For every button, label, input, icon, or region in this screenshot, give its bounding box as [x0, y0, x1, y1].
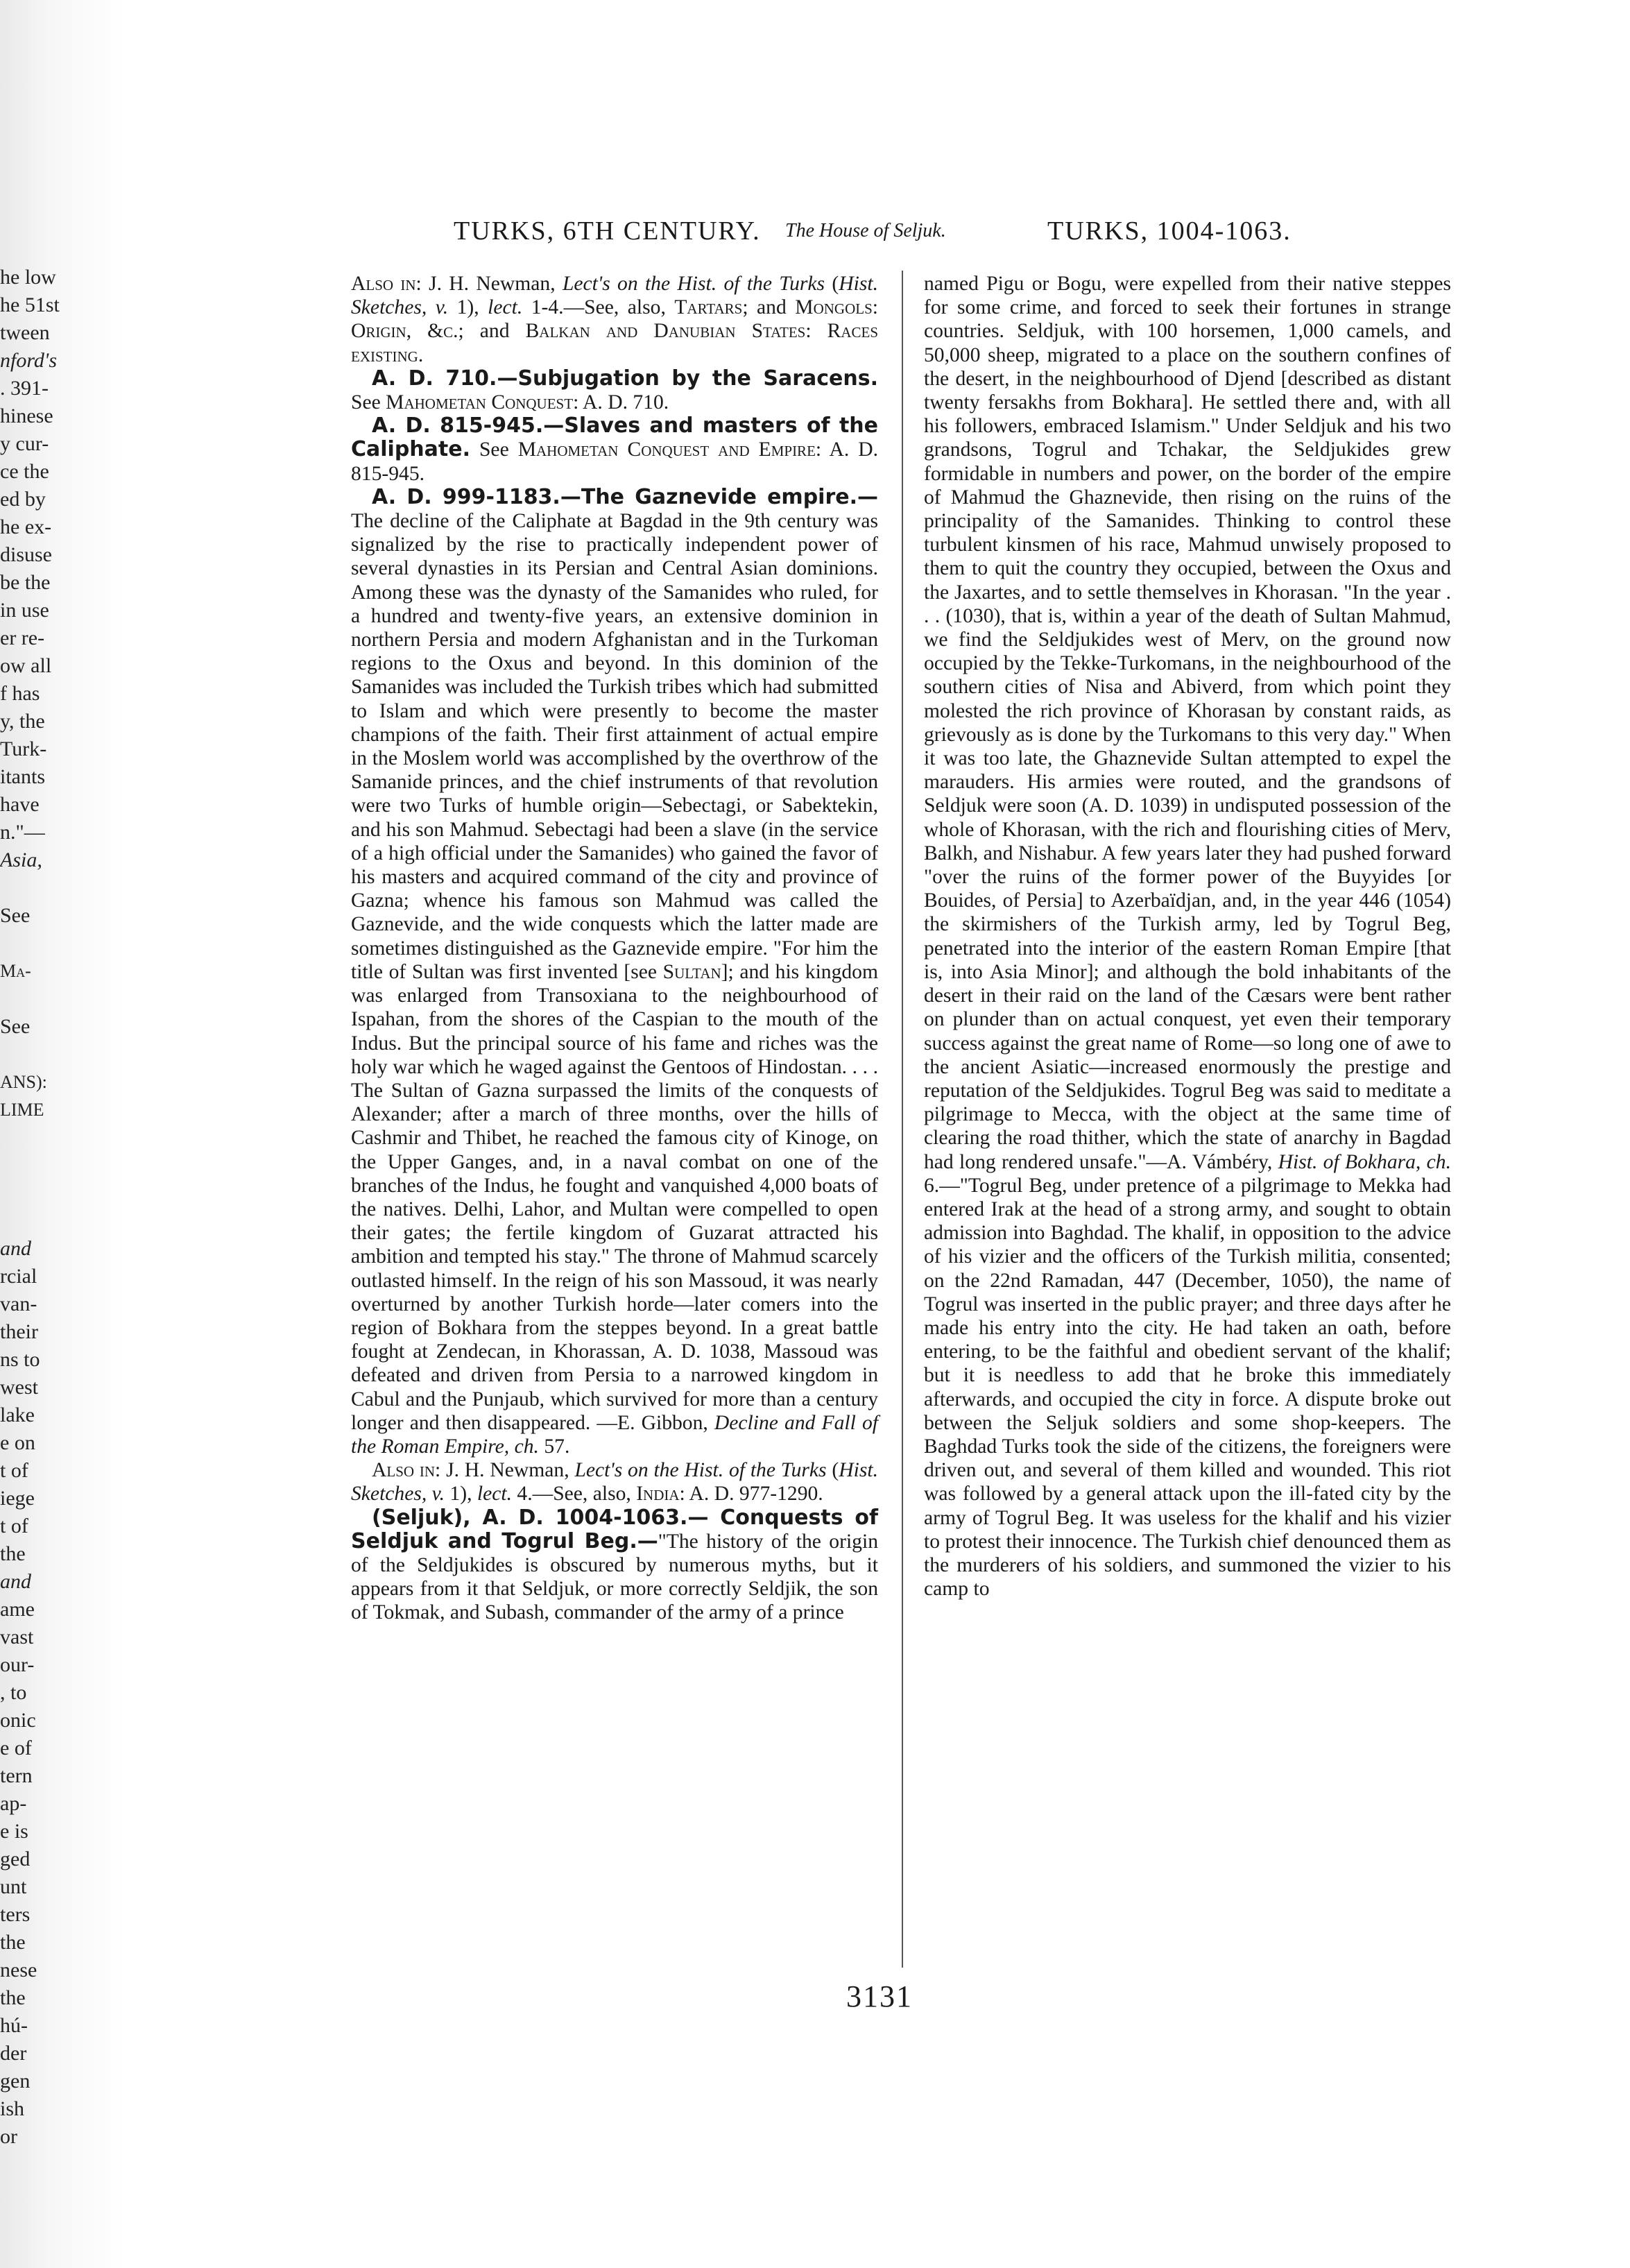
bleed-line: van-	[0, 1293, 37, 1315]
bleed-line: ame	[0, 1598, 35, 1621]
bleed-line: disuse	[0, 543, 52, 566]
bleed-line: and	[0, 1237, 31, 1260]
bleed-line: See	[0, 1015, 31, 1038]
bleed-line: f has	[0, 682, 40, 705]
bleed-line: e on	[0, 1431, 35, 1454]
entry-heading: A. D. 815-945.—Slaves and masters of the Caliphate.	[351, 413, 878, 462]
bleed-line: hú-	[0, 2014, 28, 2037]
bleed-line	[0, 930, 82, 957]
bleed-line: have	[0, 793, 40, 816]
bleed-line: he ex-	[0, 515, 52, 538]
bleed-line: tween	[0, 321, 50, 344]
bleed-line: . 391-	[0, 377, 49, 400]
bleed-line	[0, 985, 82, 1013]
bleed-line: t of	[0, 1459, 28, 1482]
bleed-line: e of	[0, 1737, 32, 1759]
bleed-line: the	[0, 1986, 26, 2009]
bleed-line: y cur-	[0, 432, 49, 455]
entry-heading: A. D. 710.—Subjugation by the Saracens.	[372, 366, 878, 391]
bleed-line: our-	[0, 1653, 35, 1676]
bleed-line: rcial	[0, 1265, 37, 1288]
bleed-line: or	[0, 2125, 17, 2148]
bleed-line: der	[0, 2042, 27, 2065]
entry-heading: (Seljuk), A. D. 1004-1063.— Conquests of Seldjuk and Togrul Beg.—	[351, 1505, 878, 1553]
column-divider	[902, 271, 903, 1968]
bleed-line: t of	[0, 1515, 28, 1537]
bleed-line: ters	[0, 1903, 31, 1926]
bleed-line: Ma-	[0, 961, 31, 981]
bleed-line: ow all	[0, 654, 52, 677]
bleed-line: west	[0, 1376, 38, 1399]
header-left: TURKS, 6TH CENTURY.	[454, 216, 761, 246]
bleed-line: vast	[0, 1626, 34, 1648]
entry-815-945: A. D. 815-945.—Slaves and masters of the Caliphate. See Mahometan Conquest and Empire: A. D. 815-945.	[351, 413, 878, 485]
bleed-line: Asia,	[0, 849, 42, 871]
bleed-line: tern	[0, 1764, 33, 1787]
entry-999-1183: A. D. 999-1183.—The Gaznevide empire.—The decline of the Caliphate at Bagdad in the 9th century was signalized by the rise to practically independent power of several dynasties in its Persian and Central Asian dominions. Among these was the dynasty of the Samanides who ruled, for a hundred and twenty-five years, an extensive dominion in northern Persia and modern Afghanistan and in the Turkoman regions to the Oxus and beyond. In this dominion of the Samanides was included the Turkish tribes which had submitted to Islam and which were presently to become the master champions of the faith. Their first attainment of actual empire in the Moslem world was accomplished by the overthrow of the Samanide princes, and the chief instruments of that revolution were two Turks of humble origin—Sebectagi, or Sabektekin, and his son Mahmud. Sebectagi had been a slave (in the service of a high official under the Samanides) who gained the favor of his masters and acquired command of the city and province of Gazna; whence his famous son Mahmud was called the Gaznevide, and the wide conquests which the latter made are sometimes distinguished as the Gaznevide empire. "For him the title of Sultan was first invented [see Sultan]; and his kingdom was enlarged from Transoxiana to the neighbourhood of Ispahan, from the shores of the Caspian to the mouth of the Indus. But the principal source of his fame and riches was the holy war which he waged against the Gentoos of Hindostan. . . . The Sultan of Gazna surpassed the limits of the conquests of Alexander; after a march of three months, over the hills of Cashmir and Thibet, he reached the famous city of Kinoge, on the Upper Ganges, and, in a naval combat on one of the branches of the Indus, he fought and vanquished 4,000 boats of the natives. Delhi, Lahor, and Multan were compelled to open their gates; the fertile kingdom of Guzarat attracted his ambition and tempted his stay." The throne of Mahmud scarcely outlasted himself. In the reign of his son Massoud, it was nearly overturned by another Turkish horde—later comers into the region of Bokhara from the steppes beyond. In a great battle fought at Zendecan, in Khorassan, A. D. 1038, Massoud was defeated and driven from Persia to a narrowed kingdom in Cabul and the Punjaub, which survived for more than a century longer and then disappeared. —E. Gibbon, Decline and Fall of the Roman Empire, ch. 57.	[351, 484, 878, 1458]
bleed-line	[0, 1207, 82, 1235]
bleed-line: unt	[0, 1875, 27, 1898]
bleed-line: in use	[0, 599, 49, 622]
bleed-line: lake	[0, 1404, 35, 1426]
bleed-line: ish	[0, 2097, 25, 2120]
bleed-line	[0, 1179, 82, 1207]
bleed-line	[0, 1152, 82, 1179]
bleed-line: onic	[0, 1709, 36, 1732]
bleed-line	[0, 1041, 82, 1068]
bleed-line: LIME	[0, 1100, 44, 1120]
left-column	[351, 272, 878, 1961]
paragraph-also-in-2: Also in: J. H. Newman, Lect's on the Hist. of the Turks (Hist. Sketches, v. 1), lect. 4.—See, also, India: A. D. 977-1290.	[351, 1459, 878, 1506]
bleed-line: itants	[0, 765, 45, 788]
bleed-line: y, the	[0, 710, 45, 733]
bleed-line: ed by	[0, 488, 46, 511]
bleed-line: the	[0, 1542, 26, 1565]
also-in-label: Also in:	[351, 273, 422, 295]
bleed-line: iege	[0, 1487, 35, 1510]
bleed-line: nese	[0, 1959, 37, 1981]
bleed-line: he 51st	[0, 293, 60, 316]
bleed-line: n."—	[0, 821, 45, 844]
bleed-line: ap-	[0, 1792, 27, 1815]
bleed-line: gen	[0, 2070, 31, 2092]
header-center: The House of Seljuk.	[785, 220, 946, 241]
bleed-line: hinese	[0, 404, 53, 427]
bleed-line: , to	[0, 1681, 27, 1704]
bleed-line: er re-	[0, 626, 45, 649]
bleed-line: their	[0, 1320, 38, 1343]
bleed-line: the	[0, 1931, 26, 1954]
bleed-line: ged	[0, 1848, 31, 1870]
paragraph-also-in-1: Also in: J. H. Newman, Lect's on the Hist. of the Turks (Hist. Sketches, v. 1), lect. 1-4.—See, also, Tartars; and Mongols: Origin, &c.; and Balkan and Danubian States: Races existing.	[351, 273, 879, 366]
bleed-line: ns to	[0, 1348, 40, 1371]
bleed-line: and	[0, 1570, 31, 1593]
bleed-line: ANS):	[0, 1072, 47, 1092]
bleed-line: ce the	[0, 460, 49, 483]
bleed-line: he low	[0, 266, 56, 289]
entry-heading: A. D. 999-1183.—The Gaznevide empire.—	[372, 484, 878, 509]
entry-1004-1063: (Seljuk), A. D. 1004-1063.— Conquests of Seldjuk and Togrul Beg.—"The history of the origin of the Seldjukides is obscured by numerous myths, but it appears from it that Seldjuk, or more correctly Seldjik, the son of Tokmak, and Subash, commander of the army of a prince	[351, 1505, 878, 1624]
page-number: 3131	[846, 1979, 913, 2013]
bleed-line: See	[0, 904, 31, 927]
header-right: TURKS, 1004-1063.	[1047, 216, 1292, 246]
bleed-line: e is	[0, 1820, 28, 1843]
entry-710: A. D. 710.—Subjugation by the Saracens. See Mahometan Conquest: A. D. 710.	[351, 366, 878, 414]
also-in-label: Also in:	[372, 1459, 441, 1482]
bleed-line: be the	[0, 571, 51, 594]
running-header	[451, 210, 1436, 252]
bleed-line	[0, 874, 82, 902]
adjacent-page-fragment	[0, 264, 82, 2148]
bleed-line: nford's	[0, 349, 57, 372]
bleed-line	[0, 1124, 82, 1152]
right-column	[924, 272, 1451, 1961]
continued-paragraph: named Pigu or Bogu, were expelled from their native steppes for some crime, and forced to seek their fortunes in strange countries. Seldjuk, with 100 horsemen, 1,000 camels, and 50,000 sheep, migrated to a place on the southern confines of the desert, in the neighbourhood of Djend [described as distant twenty fersakhs from Bokhara]. He settled there and, with all his followers, embraced Islamism." Under Seldjuk and his two grandsons, Togrul and Tchakar, the Seldjukides grew formidable in numbers and power, on the border of the empire of Mahmud the Ghaznevide, then rising on the ruins of the principality of the Samanides. Thinking to control these turbulent kinsmen of his race, Mahmud unwisely proposed to them to quit the country they occupied, between the Oxus and the Jaxartes, and to settle themselves in Khorasan. "In the year . . . (1030), that is, within a year of the death of Sultan Mahmud, we find the Seldjukides west of Merv, on the ground now occupied by the Tekke-Turkomans, in the neighbourhood of the southern cities of Nisa and Abiverd, from which point they molested the rich province of Khorasan by constant raids, as grievously as is done by the Turkomans to this very day." When it was too late, the Ghaznevide Sultan attempted to expel the marauders. His armies were routed, and the grandsons of Seldjuk were soon (A. D. 1039) in undisputed possession of the whole of Khorasan, with the rich and flourishing cities of Merv, Balkh, and Nishabur. A few years later they had pushed forward "over the ruins of the former power of the Buyyides [or Bouides, of Persia] to Azerbaïdjan, and, in the year 446 (1054) the skirmishers of the Turkish army, led by Togrul Beg, penetrated into the interior of the eastern Roman Empire [that is, into Asia Minor]; and although the bold inhabitants of the desert in their raid on the land of the Cæsars were bent rather on plunder than on actual conquest, yet even their temporary success against the great name of Rome—so long one of awe to the ancient Asiatic—increased enormously the prestige and reputation of the Seldjukides. Togrul Beg was said to meditate a pilgrimage to Mecca, with the object at the same time of clearing the road thither, which the state of anarchy in Bagdad had long rendered unsafe."—A. Vámbéry, Hist. of Bokhara, ch. 6.—"Togrul Beg, under pretence of a pilgrimage to Mekka had entered Irak at the head of a strong army, and sought to obtain admission into Baghdad. The khalif, in opposition to the advice of his vizier and the officers of the Turkish militia, consented; on the 22nd Ramadan, 447 (December, 1050), the name of Togrul was inserted in the public prayer; and three days after he made his entry into the city. He had taken an oath, before entering, to be the faithful and obedient servant of the khalif; but it is needless to add that he broke this immediately afterwards, and occupied the city in force. A dispute broke out between the Seljuk soldiers and some shop-keepers. The Baghdad Turks took the side of the citizens, the foreigners were driven out, and several of them killed and wounded. This riot was followed by a general attack upon the ill-fated city by the army of Togrul Beg. It was useless for the khalif and his vizier to protest their innocence. The Turkish chief denounced them as the murderers of his soldiers, and summoned the vizier to his camp to	[924, 273, 1451, 1601]
bleed-line: Turk-	[0, 737, 47, 760]
